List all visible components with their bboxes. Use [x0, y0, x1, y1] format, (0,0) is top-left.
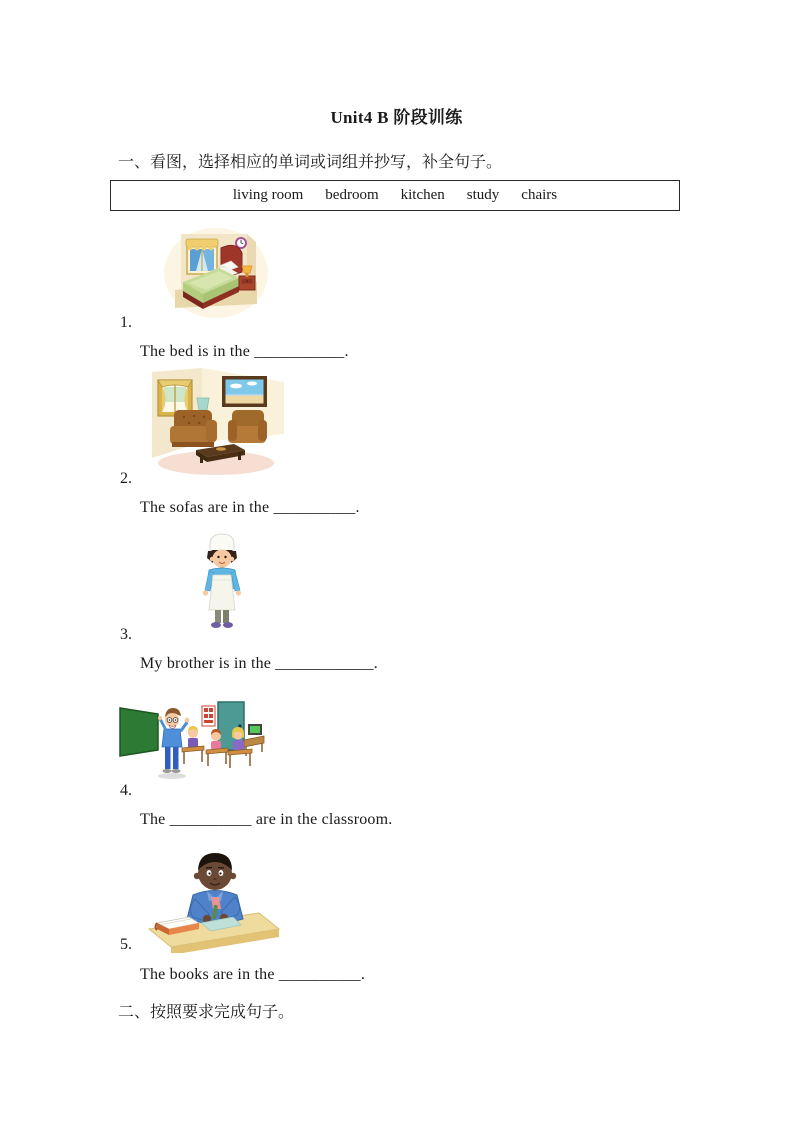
- word-bank-item: living room: [232, 187, 304, 203]
- word-bank-item: chairs: [521, 187, 558, 203]
- classroom-image: [116, 698, 268, 788]
- item-sentence: The __________ are in the classroom.: [140, 811, 393, 828]
- word-bank-box: [110, 180, 680, 211]
- section-one-heading: 一、看图，选择相应的单词或词组并抄写，补全句子。: [118, 154, 503, 171]
- item-sentence: The bed is in the ___________.: [140, 343, 349, 360]
- classroom-illustration: [116, 698, 268, 788]
- item-number: 4.: [120, 782, 132, 799]
- bedroom-image: [163, 226, 269, 320]
- boy-reading-illustration: [147, 843, 281, 953]
- item-number: 3.: [120, 626, 132, 643]
- item-number: 2.: [120, 470, 132, 487]
- word-bank-item: bedroom: [325, 187, 379, 203]
- word-bank-item: kitchen: [400, 187, 445, 203]
- chef-illustration: [192, 530, 252, 632]
- bedroom-illustration: [163, 226, 269, 320]
- item-sentence: My brother is in the ____________.: [140, 655, 378, 672]
- boy-reading-image: [147, 843, 281, 953]
- word-bank-item: study: [466, 187, 500, 203]
- living-room-image: [138, 368, 290, 480]
- page-title: Unit4 B 阶段训练: [330, 108, 463, 127]
- item-sentence: The sofas are in the __________.: [140, 499, 360, 516]
- chef-image: [192, 530, 252, 632]
- item-sentence: The books are in the __________.: [140, 966, 366, 983]
- section-two-heading: 二、按照要求完成句子。: [118, 1004, 295, 1021]
- item-number: 5.: [120, 936, 132, 953]
- item-number: 1.: [120, 314, 132, 331]
- living-room-illustration: [138, 368, 290, 480]
